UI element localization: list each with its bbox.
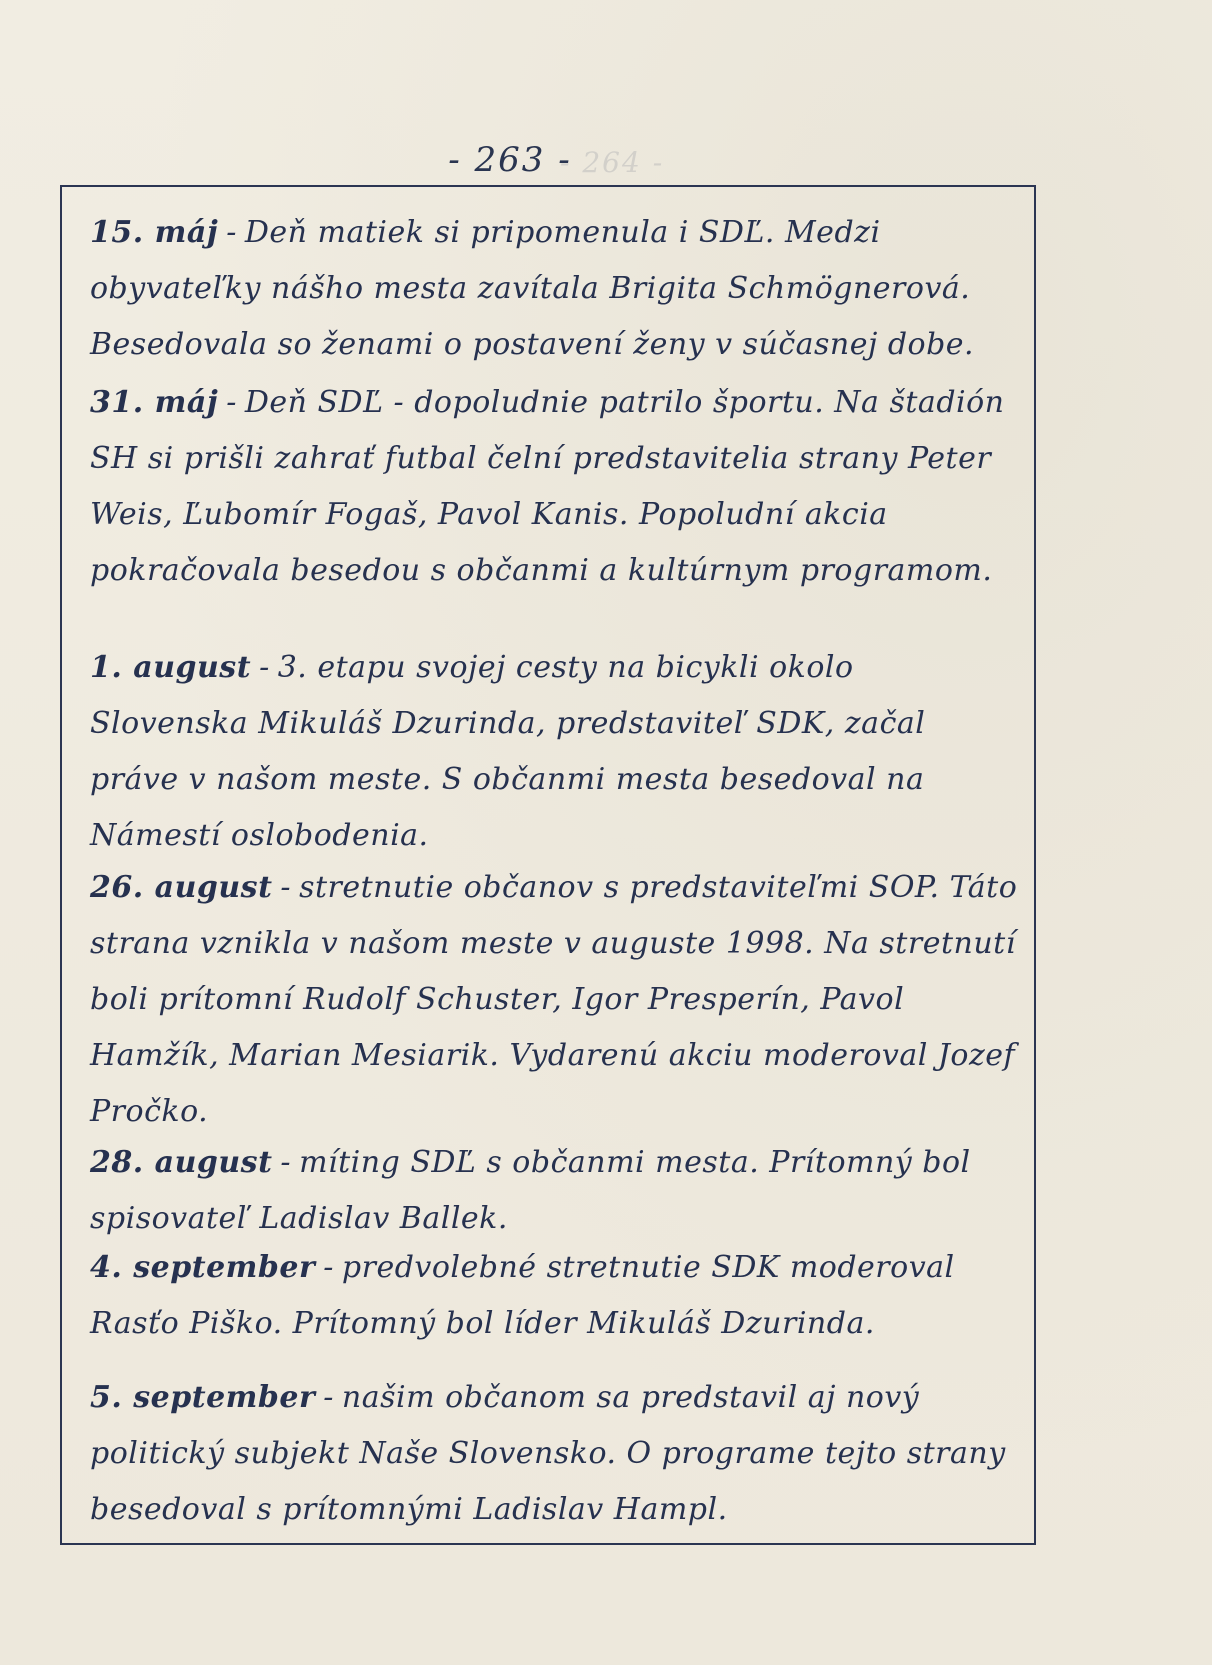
entry-text: 3. etapu svojej cesty na bicykli okolo Slovenska Mikuláš Dzurinda, predstaviteľ SDK, začal práve v našom meste. S občanmi mesta besedoval na Námestí oslobodenia. [90,650,926,853]
chronicle-entry: 5. september - našim občanom sa predstavil aj nový politický subjekt Naše Slovensko. O programe tejto strany besedoval s prítomnými Ladislav Hampl. [90,1380,1006,1527]
entry-text: predvolebné stretnutie SDK moderoval Rasťo Piško. Prítomný bol líder Mikuláš Dzurinda. [90,1250,955,1341]
entry-text: Deň matiek si pripomenula i SDĽ. Medzi obyvateľky nášho mesta zavítala Brigita Schmögnerová. Besedovala so ženami o postavení ženy v súčasnej dobe. [90,215,975,362]
entry-text: stretnutie občanov s predstaviteľmi SOP. Táto strana vznikla v našom meste v auguste 1998. Na stretnutí boli prítomní Rudolf Schuster, Igor Presperín, Pavol Hamžík, Marian Mesiarik. Vydarenú akciu moderoval Jozef Pročko. [90,870,1018,1129]
entry-date: 28. august [90,1145,273,1180]
chronicle-entry: 4. september - predvolebné stretnutie SDK moderoval Rasťo Piško. Prítomný bol líder Mikuláš Dzurinda. [90,1250,955,1341]
entry-text: míting SDĽ s občanmi mesta. Prítomný bol spisovateľ Ladislav Ballek. [90,1145,971,1236]
entry-text: našim občanom sa predstavil aj nový politický subjekt Naše Slovensko. O programe tejto strany besedoval s prítomnými Ladislav Hampl. [90,1380,1006,1527]
chronicle-entry: 15. máj - Deň matiek si pripomenula i SDĽ. Medzi obyvateľky nášho mesta zavítala Brigita Schmögnerová. Besedovala so ženami o postavení ženy v súčasnej dobe. [90,215,975,362]
entry-date: 31. máj [90,385,219,420]
entry-date: 5. september [90,1380,316,1415]
entry-date: 4. september [90,1250,316,1285]
entry-date: 15. máj [90,215,219,250]
bleed-through-page-number: - 264 - [560,146,665,179]
entry-text: Deň SDĽ - dopoludnie patrilo športu. Na štadión SH si prišli zahrať futbal čelní predstavitelia strany Peter Weis, Ľubomír Fogaš, Pavol Kanis. Popoludní akcia pokračovala besedou s občanmi a kultúrnym programom. [90,385,1005,588]
entry-date: 1. august [90,650,252,685]
chronicle-entry: 28. august - míting SDĽ s občanmi mesta. Prítomný bol spisovateľ Ladislav Ballek. [90,1145,971,1236]
chronicle-entry: 31. máj - Deň SDĽ - dopoludnie patrilo športu. Na štadión SH si prišli zahrať futbal čelní predstavitelia strany Peter Weis, Ľubomír Fogaš, Pavol Kanis. Popoludní akcia pokračovala besedou s občanmi a kultúrnym programom. [90,385,1005,588]
entry-date: 26. august [90,870,273,905]
page-number: - 263 - [448,140,572,180]
chronicle-entry: 26. august - stretnutie občanov s predstaviteľmi SOP. Táto strana vznikla v našom meste v auguste 1998. Na stretnutí boli prítomní Rudolf Schuster, Igor Presperín, Pavol Hamžík, Marian Mesiarik. Vydarenú akciu moderoval Jozef Pročko. [90,870,1018,1129]
chronicle-entry: 1. august - 3. etapu svojej cesty na bicykli okolo Slovenska Mikuláš Dzurinda, predstaviteľ SDK, začal práve v našom meste. S občanmi mesta besedoval na Námestí oslobodenia. [90,650,926,853]
